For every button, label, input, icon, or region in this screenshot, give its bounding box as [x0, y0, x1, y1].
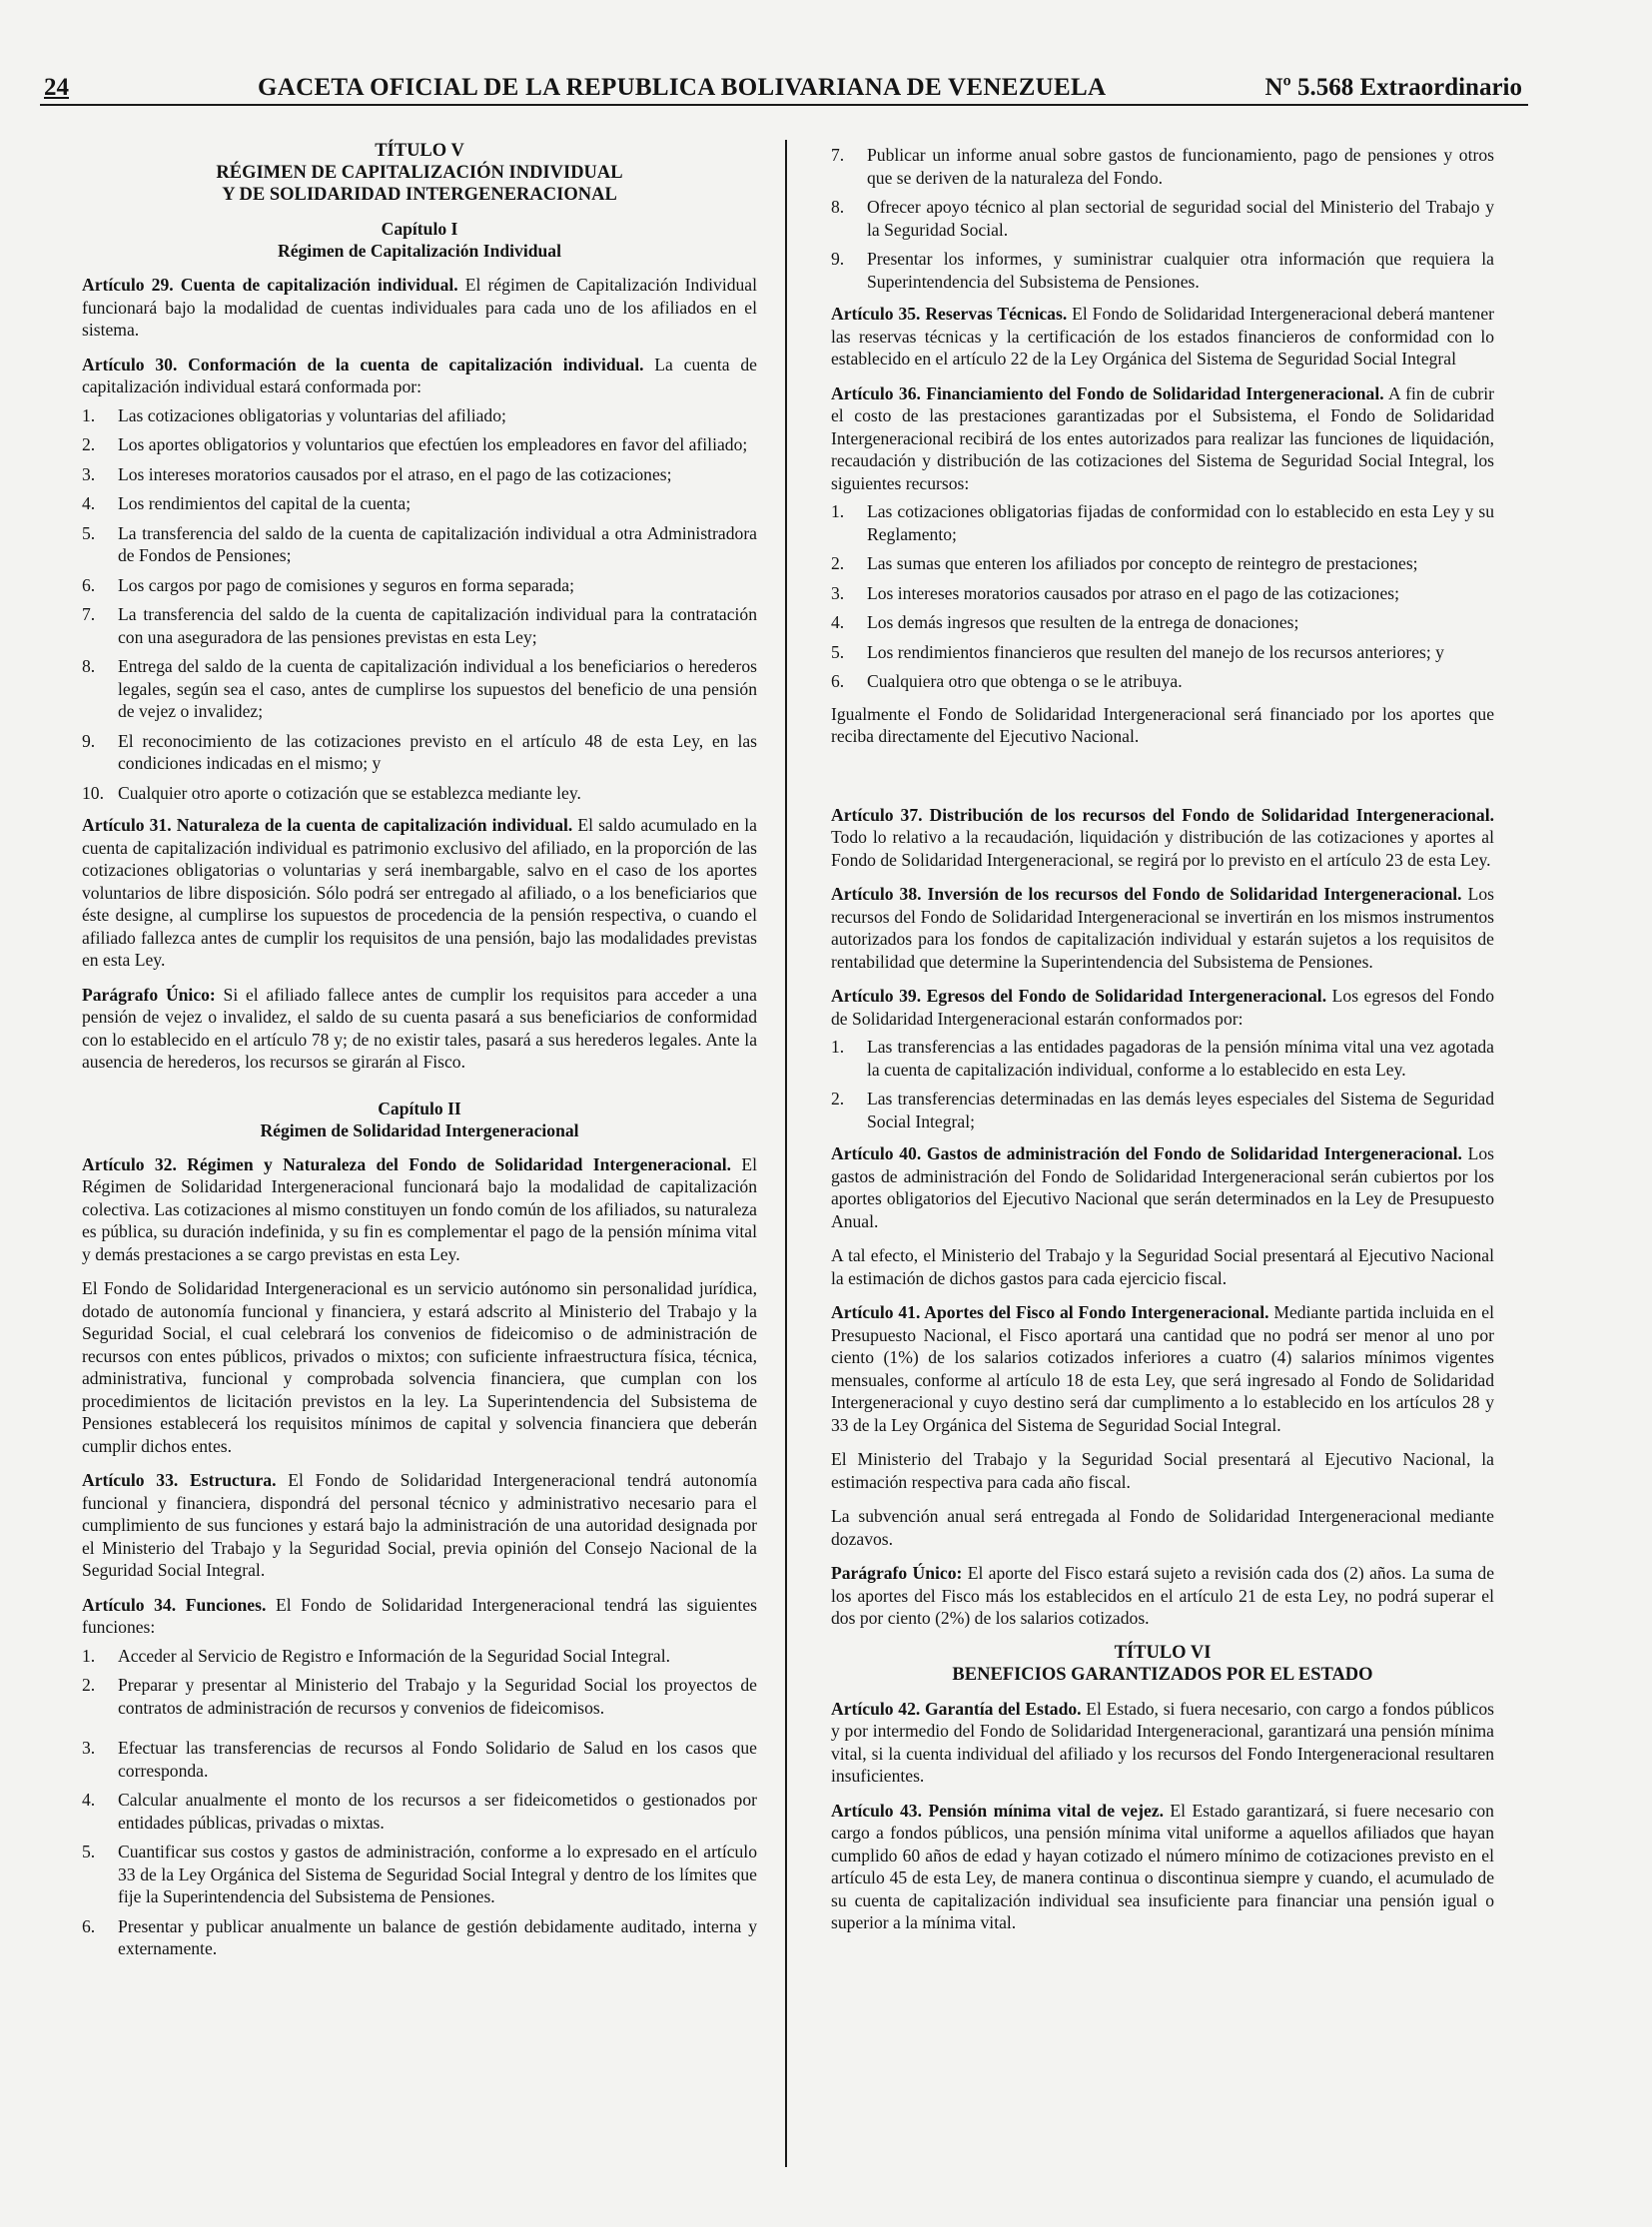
article-31 [82, 814, 757, 972]
article-40-paragraph: A tal efecto, el Ministerio del Trabajo y la Seguridad Social presentará al Ejecutivo Nacional la estimación de dichos gastos para cada ejercicio fiscal. [831, 1245, 1494, 1288]
article-heading: Artículo 37. Distribución de los recursos del Fondo de Solidaridad Intergeneracional. [831, 804, 1494, 825]
chapter-label: Capítulo II [378, 1098, 461, 1118]
article-32-paragraph: El Fondo de Solidaridad Intergeneracional es un servicio autónomo sin personalidad jurídica, dotado de autonomía funcional y financiera, y estará adscrito al Ministerio del Trabajo y la Seguridad Social, el cual celebrará los convenios de fideicomiso o de administración de recursos con entes públicos, privados o mixtos; con suficiente infraestructura física, técnica, administrativa, funcional y comprobada solvencia financiera, que cumplan con los procedimientos de licitación previstos en la ley. La Superintendencia del Subsistema de Pensiones establecerá los requisitos mínimos de capital y solvencia financiera que deberán cumplir dichos entes. [82, 1278, 757, 1456]
titulo-line: Y DE SOLIDARIDAD INTERGENERACIONAL [222, 185, 617, 205]
paragrafo-unico-31 [82, 984, 757, 1074]
article-heading: Artículo 35. Reservas Técnicas. [831, 304, 1068, 324]
article-heading: Artículo 39. Egresos del Fondo de Solidaridad Intergeneracional. [831, 986, 1327, 1006]
article-heading: Artículo 34. Funciones. [82, 1594, 267, 1615]
article-40 [831, 1142, 1494, 1232]
article-heading: Artículo 40. Gastos de administración del Fondo de Solidaridad Intergeneracional. [831, 1143, 1462, 1163]
article-43 [831, 1800, 1494, 1934]
list-item: 8. Ofrecer apoyo técnico al plan sectorial de seguridad social del Ministerio del Trabajo y la Seguridad Social. [831, 197, 1494, 240]
article-32 [82, 1153, 757, 1266]
list-item: 10. Cualquier otro aporte o cotización que se establezca mediante ley. [82, 782, 581, 803]
article-heading: Artículo 31. Naturaleza de la cuenta de capitalización individual. [82, 815, 573, 835]
article-text: El saldo acumulado en la cuenta de capitalización individual es patrimonio exclusivo del afiliado, en la proporción de las cotizaciones obligatorias o voluntarias y será inembargable, salvo en el caso de los aportes voluntarios de libre disposición. Sólo podrá ser entregado al afiliado, o a los beneficiarios que éste designe, al cumplirse los supuestos de procedencia de la pensión respectiva, o cuando el afiliado fallezca antes de cumplir los requisitos de una pensión, bajo las modalidades previstas en esta Ley. [82, 815, 757, 970]
list-item: 5. La transferencia del saldo de la cuenta de capitalización individual a otra Administradora de Fondos de Pensiones; [82, 522, 757, 565]
article-heading: Artículo 43. Pensión mínima vital de vejez. [831, 1800, 1164, 1821]
chapter-label: Capítulo I [381, 219, 458, 239]
article-34 [82, 1594, 757, 1639]
article-39 [831, 985, 1494, 1030]
article-text: Todo lo relativo a la recaudación, liquidación y distribución de las cotizaciones y aportes al Fondo de Solidaridad Intergeneracional, se regirá por lo previsto en el artículo 23 de esta Ley. [831, 827, 1494, 870]
list-item: 1. Las cotizaciones obligatorias y voluntarias del afiliado; [82, 404, 506, 425]
chapter-2-heading [82, 1098, 757, 1141]
list-item: 5. Los rendimientos financieros que resulten del manejo de los recursos anteriores; y [831, 641, 1444, 662]
article-30-list [82, 404, 757, 805]
article-41-paragraph: La subvención anual será entregada al Fondo de Solidaridad Intergeneracional mediante dozavos. [831, 1506, 1494, 1549]
list-item: 6. Los cargos por pago de comisiones y seguros en forma separada; [82, 574, 574, 595]
list-item: 2. Los aportes obligatorios y voluntarios que efectúen los empleadores en favor del afiliado; [82, 434, 748, 454]
titulo-label: TÍTULO VI [1114, 1642, 1212, 1663]
article-37 [831, 804, 1494, 872]
article-heading: Artículo 36. Financiamiento del Fondo de Solidaridad Intergeneracional. [831, 382, 1384, 403]
article-text: El régimen de Capitalización Individual funcionará bajo la modalidad de cuentas individuales para cada uno de los afiliados en el sistema. [82, 275, 757, 340]
chapter-title: Régimen de Solidaridad Intergeneracional [260, 1119, 579, 1140]
list-item: 5. Cuantificar sus costos y gastos de administración, conforme a lo expresado en el artículo 33 de la Ley Orgánica del Sistema de Seguridad Social Integral y dentro de los límites que fije la Superintendencia del Subsistema de Pensiones. [82, 1842, 757, 1906]
article-text: Los recursos del Fondo de Solidaridad Intergeneracional se invertirán en los mismos instrumentos autorizados para los fondos de capitalización individual y estarán sujetos a los requisitos de rentabilidad que determine la Superintendencia del Subsistema de Pensiones. [831, 884, 1494, 972]
list-item: 2. Las transferencias determinadas en las demás leyes especiales del Sistema de Seguridad Social Integral; [831, 1089, 1494, 1131]
list-item: 7. La transferencia del saldo de la cuenta de capitalización individual para la contratación con una aseguradora de las pensiones previstas en esta Ley; [82, 604, 757, 647]
article-heading: Artículo 38. Inversión de los recursos del Fondo de Solidaridad Intergeneracional. [831, 884, 1462, 904]
titulo-line: BENEFICIOS GARANTIZADOS POR EL ESTADO [952, 1664, 1373, 1685]
article-heading: Artículo 42. Garantía del Estado. [831, 1698, 1082, 1719]
article-text: Los egresos del Fondo de Solidaridad Intergeneracional estarán conformados por: [831, 986, 1494, 1029]
article-42 [831, 1698, 1494, 1788]
gazette-title: GACETA OFICIAL DE LA REPUBLICA BOLIVARIANA DE VENEZUELA [258, 74, 1107, 101]
list-item: 1. Acceder al Servicio de Registro e Información de la Seguridad Social Integral. [82, 1645, 671, 1666]
paragrafo-text: El aporte del Fisco estará sujeto a revisión cada dos (2) años. La suma de los aportes del Fisco más los establecidos en el artículo 21 de esta Ley, no podrá superar el dos por ciento (2%) de los salarios cotizados. [831, 1563, 1494, 1628]
list-item: 1. Las cotizaciones obligatorias fijadas de conformidad con lo establecido en esta Ley y su Reglamento; [831, 501, 1494, 544]
list-item: 4. Los demás ingresos que resulten de la entrega de donaciones; [831, 612, 1299, 632]
article-30 [82, 354, 757, 398]
page-number: 24 [44, 74, 69, 101]
article-36 [831, 382, 1494, 495]
left-column [82, 140, 757, 1970]
list-item: 7. Publicar un informe anual sobre gastos de funcionamiento, pago de pensiones y otros que se deriven de la naturaleza del Fondo. [831, 145, 1494, 188]
list-item: 8. Entrega del saldo de la cuenta de capitalización individual a los beneficiarios o herederos legales, según sea el caso, antes de cumplirse los supuestos del beneficio de una pensión de vejez o invalidez; [82, 656, 757, 721]
list-item: 3. Los intereses moratorios causados por atraso en el pago de las cotizaciones; [831, 582, 1400, 603]
article-heading: Artículo 30. Conformación de la cuenta de capitalización individual. [82, 354, 644, 374]
chapter-1-heading [82, 218, 757, 262]
page-header [40, 68, 1528, 106]
article-39-list [831, 1036, 1494, 1132]
article-text: El Fondo de Solidaridad Intergeneracional tendrá las siguientes funciones: [82, 1594, 757, 1637]
titulo-vi-heading [831, 1642, 1494, 1686]
titulo-label: TÍTULO V [375, 141, 464, 161]
article-text: Los gastos de administración del Fondo de Solidaridad Intergeneracional serán cubiertos por los aportes obligatorios del Ejecutivo Nacional que serán determinados en la Ley de Presupuesto Anual. [831, 1143, 1494, 1231]
titulo-v-heading [82, 140, 757, 206]
list-item: 1. Las transferencias a las entidades pagadoras de la pensión mínima vital una vez agotada la cuenta de capitalización individual, conforme a lo establecido en esta Ley. [831, 1037, 1494, 1080]
article-34-list [82, 1645, 757, 1960]
list-item: 4. Los rendimientos del capital de la cuenta; [82, 493, 412, 513]
article-33 [82, 1469, 757, 1582]
article-34-list-continued [831, 144, 1494, 293]
article-text: La cuenta de capitalización individual estará conformada por: [82, 354, 757, 396]
paragrafo-heading: Parágrafo Único: [831, 1563, 963, 1583]
article-text: El Fondo de Solidaridad Intergeneracional tendrá autonomía funcional y financiera, dispondrá del personal técnico y administrativo necesario para el cumplimiento de sus funciones y estará bajo la administración de una autoridad designada por el Ministerio del Trabajo y la Seguridad Social, previa opinión del Consejo Nacional de la Seguridad Social Integral. [82, 1470, 757, 1580]
list-item: 3. Los intereses moratorios causados por el atraso, en el pago de las cotizaciones; [82, 463, 672, 484]
edition-number: Nº 5.568 Extraordinario [1264, 74, 1522, 101]
article-heading: Artículo 41. Aportes del Fisco al Fondo Intergeneracional. [831, 1302, 1269, 1322]
article-36-paragraph: Igualmente el Fondo de Solidaridad Intergeneracional será financiado por los aportes que reciba directamente del Ejecutivo Nacional. [831, 703, 1494, 746]
list-item: 2. Las sumas que enteren los afiliados por concepto de reintegro de prestaciones; [831, 553, 1418, 573]
article-text: El Estado, si fuera necesario, con cargo a fondos públicos y por intermedio del Fondo de Solidaridad Intergeneracional, garantizará una pensión mínima vital, si la cuenta individual del afiliado y los recursos del Fondo Intergeneracional resultaren insuficientes. [831, 1698, 1494, 1786]
article-41 [831, 1301, 1494, 1436]
article-35 [831, 303, 1494, 371]
article-text: El Régimen de Solidaridad Intergeneracional funcionará bajo la modalidad de capitalización colectiva. Las cotizaciones al mismo constituyen un fondo común de los afiliados, su naturaleza es pública, su duración indefinida, y su fin es complementar el pago de la pensión mínima vital y demás prestaciones a se cargo previstas en esta Ley. [82, 1153, 757, 1264]
article-41-paragraph: El Ministerio del Trabajo y la Seguridad Social presentará al Ejecutivo Nacional, la estimación respectiva para cada año fiscal. [831, 1449, 1494, 1492]
article-text: Mediante partida incluida en el Presupuesto Nacional, el Fisco aportará una cantidad que no podrá ser menor al uno por ciento (1%) de los salarios cotizados inferiores a cuatro (4) salarios mínimos vigentes mensuales, conforme al artículo 18 de esta Ley, que será ingresado al Fondo de Solidaridad Intergeneracional y cuyo destino será dar cumplimento a lo establecido en los artículos 28 y 33 de la Ley Orgánica del Sistema de Seguridad Social Integral. [831, 1302, 1494, 1435]
list-item: 4. Calcular anualmente el monto de los recursos a ser fideicometidos o gestionados por entidades públicas, privadas o mixtas. [82, 1790, 757, 1833]
article-29 [82, 274, 757, 342]
column-divider [785, 140, 787, 2167]
article-36-list [831, 500, 1494, 693]
article-text: A fin de cubrir el costo de las prestaciones garantizadas por el Subsistema, el Fondo de Solidaridad Intergeneracional recibirá de los entes autorizados para realizar las funciones de liquidación, recaudación y distribución de las cotizaciones del Sistema de Seguridad Social Integral, los siguientes recursos: [831, 382, 1494, 493]
article-text: El Estado garantizará, si fuere necesario con cargo a fondos públicos, una pensión mínima vital uniforme a aquellos afiliados que hayan cumplido 60 años de edad y hayan cotizado el número mínimo de cotizaciones previsto en el artículo 45 de esta Ley, de manera continua o discontinua siempre y cuando, el acumulado de su cuenta de capitalización individual sea insuficiente para financiar una pensión igual o superior a la mínima vital. [831, 1800, 1494, 1932]
article-heading: Artículo 33. Estructura. [82, 1470, 277, 1490]
paragrafo-heading: Parágrafo Único: [82, 984, 216, 1005]
paragrafo-text: Si el afiliado fallece antes de cumplir los requisitos para acceder a una pensión de vejez o invalidez, el saldo de su cuenta pasará a sus beneficiarios de conformidad con lo establecido en el artículo 78 y; de no existir tales, pasará a sus herederos legales. Ante la ausencia de herederos, los recursos se girarán al Fisco. [82, 984, 757, 1072]
article-heading: Artículo 32. Régimen y Naturaleza del Fondo de Solidaridad Intergeneracional. [82, 1153, 732, 1174]
article-heading: Artículo 29. Cuenta de capitalización individual. [82, 275, 458, 295]
chapter-title: Régimen de Capitalización Individual [278, 241, 561, 261]
list-item: 2. Preparar y presentar al Ministerio del Trabajo y la Seguridad Social los proyectos de contratos de administración de recursos y convenios de fideicomisos. [82, 1675, 757, 1718]
right-column [831, 144, 1494, 1946]
paragrafo-unico-41 [831, 1562, 1494, 1630]
titulo-line: RÉGIMEN DE CAPITALIZACIÓN INDIVIDUAL [216, 163, 623, 183]
list-item: 6. Cualquiera otro que obtenga o se le atribuya. [831, 671, 1183, 691]
list-item: 9. Presentar los informes, y suministrar cualquier otra información que requiera la Superintendencia del Subsistema de Pensiones. [831, 249, 1494, 292]
list-item: 3. Efectuar las transferencias de recursos al Fondo Solidario de Salud en los casos que corresponda. [82, 1738, 757, 1781]
list-item: 9. El reconocimiento de las cotizaciones previsto en el artículo 48 de esta Ley, en las condiciones indicadas en el mismo; y [82, 730, 757, 773]
article-38 [831, 883, 1494, 973]
article-text: El Fondo de Solidaridad Intergeneracional deberá mantener las reservas técnicas y la certificación de los estados financieros de conformidad con lo establecido en el artículo 22 de la Ley Orgánica del Sistema de Seguridad Social Integral [831, 304, 1494, 369]
list-item: 6. Presentar y publicar anualmente un balance de gestión debidamente auditado, interna y externamente. [82, 1915, 757, 1958]
